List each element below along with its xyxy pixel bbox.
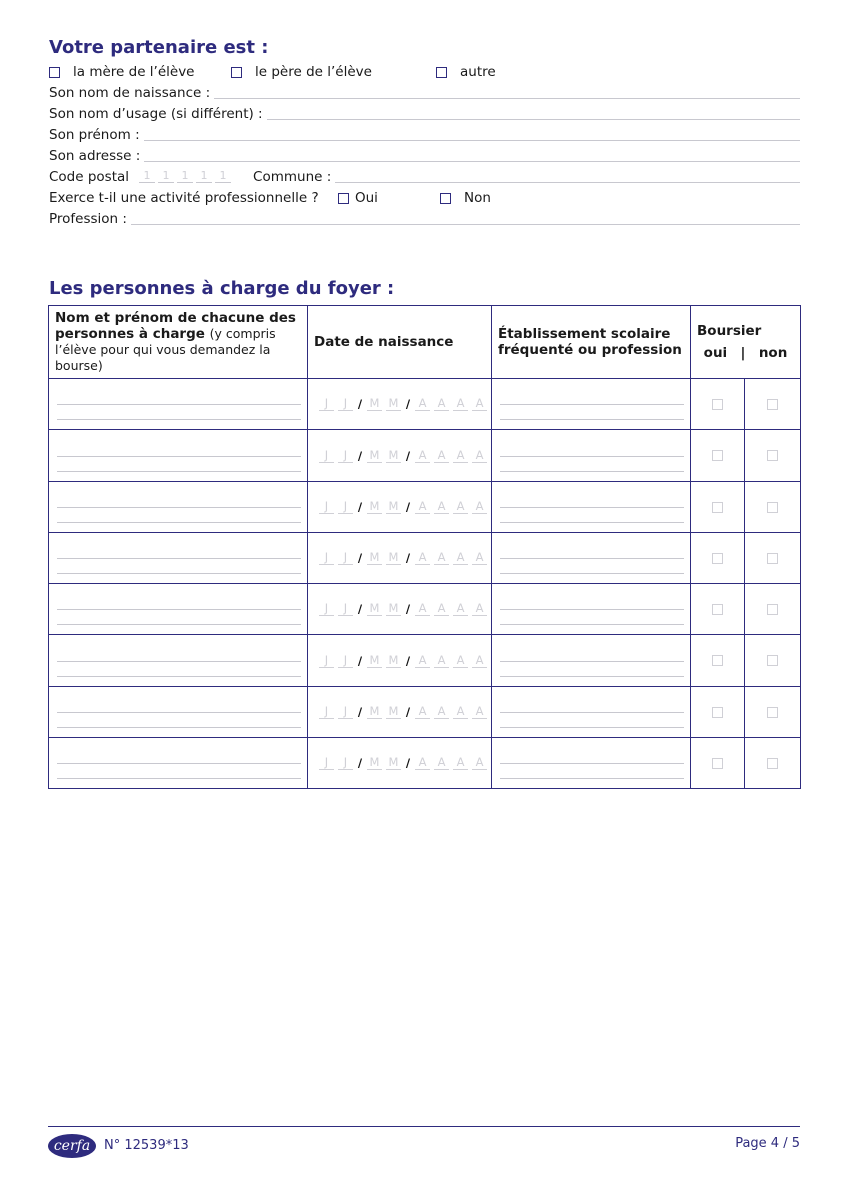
school-line[interactable] — [500, 593, 684, 610]
date-digit: A — [415, 500, 430, 514]
date-digit: J — [338, 602, 353, 616]
name-cell[interactable] — [49, 533, 308, 584]
birth-date-field[interactable] — [308, 756, 491, 770]
birth-date-cell[interactable] — [308, 584, 492, 635]
birth-date-cell[interactable] — [308, 635, 492, 687]
date-digit: J — [338, 397, 353, 411]
scholarship-no-checkbox[interactable] — [767, 399, 778, 410]
date-digit: M — [386, 602, 401, 616]
date-digit: M — [367, 705, 382, 719]
name-line[interactable] — [57, 645, 301, 662]
date-digit: J — [319, 654, 334, 668]
date-digit: A — [453, 705, 468, 719]
address-label: Son adresse : — [49, 148, 141, 164]
mother-checkbox[interactable] — [49, 67, 60, 78]
name-line[interactable] — [57, 764, 301, 779]
scholarship-no-checkbox[interactable] — [767, 758, 778, 769]
header-scholarship — [691, 306, 801, 379]
birth-name-field[interactable] — [214, 86, 800, 99]
scholarship-no-cell[interactable] — [745, 379, 801, 430]
birth-date-cell[interactable] — [308, 430, 492, 482]
scholarship-yes-cell[interactable] — [691, 430, 745, 482]
name-line[interactable] — [57, 491, 301, 508]
birth-date-field[interactable] — [308, 654, 491, 668]
profession-label: Profession : — [49, 211, 127, 227]
date-separator: / — [405, 653, 411, 668]
scholarship-yes-cell[interactable] — [691, 533, 745, 584]
date-digit: A — [453, 756, 468, 770]
name-cell[interactable] — [49, 635, 308, 687]
school-line[interactable] — [500, 559, 684, 574]
date-digit: A — [472, 397, 487, 411]
date-digit: M — [367, 500, 382, 514]
date-digit: M — [386, 397, 401, 411]
commune-field[interactable] — [335, 170, 800, 183]
activity-row — [49, 187, 800, 207]
table-row — [49, 379, 801, 430]
date-digit: A — [472, 602, 487, 616]
date-separator: / — [357, 448, 363, 463]
name-cell[interactable] — [49, 482, 308, 533]
name-line[interactable] — [57, 696, 301, 713]
header-birth-date: Date de naissance — [308, 306, 492, 379]
header-scholarship-no: non — [758, 345, 788, 361]
postal-code-field[interactable] — [139, 169, 231, 183]
name-line[interactable] — [57, 405, 301, 420]
scholarship-yes-checkbox[interactable] — [712, 707, 723, 718]
date-digit: A — [453, 654, 468, 668]
scholarship-yes-cell[interactable] — [691, 482, 745, 533]
date-digit: A — [434, 654, 449, 668]
date-digit: A — [434, 397, 449, 411]
activity-yes-checkbox[interactable] — [338, 193, 349, 204]
scholarship-yes-checkbox[interactable] — [712, 553, 723, 564]
date-digit: M — [386, 500, 401, 514]
date-digit: J — [338, 756, 353, 770]
usage-name-label: Son nom d’usage (si différent) : — [49, 106, 263, 122]
first-name-field[interactable] — [144, 128, 800, 141]
scholarship-no-checkbox[interactable] — [767, 707, 778, 718]
name-cell[interactable] — [49, 738, 308, 789]
date-digit: A — [434, 551, 449, 565]
activity-no-checkbox[interactable] — [440, 193, 451, 204]
school-cell[interactable] — [492, 379, 691, 430]
school-line[interactable] — [500, 440, 684, 457]
address-row — [49, 145, 800, 165]
name-line[interactable] — [57, 508, 301, 523]
scholarship-no-checkbox[interactable] — [767, 502, 778, 513]
school-line[interactable] — [500, 405, 684, 420]
scholarship-yes-cell[interactable] — [691, 635, 745, 687]
postal-digit: 1 — [215, 169, 231, 183]
date-digit: A — [434, 756, 449, 770]
scholarship-yes-cell[interactable] — [691, 687, 745, 738]
date-digit: J — [338, 500, 353, 514]
date-separator: / — [405, 705, 411, 719]
activity-no[interactable] — [440, 190, 491, 206]
father-checkbox[interactable] — [231, 67, 242, 78]
date-digit: A — [415, 551, 430, 565]
scholarship-yes-cell[interactable] — [691, 379, 745, 430]
date-digit: A — [472, 705, 487, 719]
school-line[interactable] — [500, 696, 684, 713]
date-separator: / — [357, 602, 363, 616]
activity-yes-label: Oui — [355, 190, 378, 206]
school-cell[interactable] — [492, 687, 691, 738]
table-row — [49, 687, 801, 738]
school-cell[interactable] — [492, 482, 691, 533]
table-row — [49, 635, 801, 687]
school-line[interactable] — [500, 645, 684, 662]
date-digit: A — [415, 705, 430, 719]
birth-date-field[interactable] — [308, 397, 491, 411]
partner-section-title: Votre partenaire est : — [49, 37, 269, 58]
date-digit: M — [367, 551, 382, 565]
birth-name-row — [49, 82, 800, 102]
commune-label: Commune : — [253, 169, 332, 185]
option-mother-label: la mère de l’élève — [73, 64, 195, 80]
scholarship-yes-checkbox[interactable] — [712, 399, 723, 410]
postal-code-label: Code postal — [49, 169, 130, 185]
date-digit: M — [367, 756, 382, 770]
name-line[interactable] — [57, 713, 301, 728]
first-name-label: Son prénom : — [49, 127, 140, 143]
school-line[interactable] — [500, 491, 684, 508]
date-separator: / — [357, 500, 363, 514]
cerfa-logo: cerfa — [48, 1134, 96, 1158]
school-line[interactable] — [500, 457, 684, 472]
option-other[interactable] — [436, 64, 496, 80]
date-digit: A — [434, 602, 449, 616]
date-digit: A — [453, 551, 468, 565]
school-line[interactable] — [500, 713, 684, 728]
form-number: N° 12539*13 — [104, 1138, 189, 1153]
date-digit: M — [367, 397, 382, 411]
scholarship-no-checkbox[interactable] — [767, 655, 778, 666]
school-line[interactable] — [500, 610, 684, 625]
name-line[interactable] — [57, 559, 301, 574]
name-line[interactable] — [57, 440, 301, 457]
date-separator: / — [405, 448, 411, 463]
date-separator: / — [405, 397, 411, 411]
school-line[interactable] — [500, 747, 684, 764]
date-digit: A — [453, 449, 468, 463]
dependents-table — [48, 305, 801, 789]
scholarship-yes-checkbox[interactable] — [712, 758, 723, 769]
school-cell[interactable] — [492, 584, 691, 635]
date-digit: M — [367, 449, 382, 463]
name-line[interactable] — [57, 662, 301, 677]
profession-row — [49, 208, 800, 228]
school-cell[interactable] — [492, 635, 691, 687]
scholarship-yes-checkbox[interactable] — [712, 450, 723, 461]
usage-name-field[interactable] — [267, 107, 800, 120]
date-separator: / — [405, 602, 411, 616]
option-mother[interactable] — [49, 64, 195, 80]
option-father-label: le père de l’élève — [255, 64, 372, 80]
date-separator: / — [357, 551, 363, 565]
name-line[interactable] — [57, 593, 301, 610]
table-row — [49, 533, 801, 584]
scholarship-no-cell[interactable] — [745, 687, 801, 738]
date-digit: A — [472, 551, 487, 565]
scholarship-yes-checkbox[interactable] — [712, 502, 723, 513]
date-digit: A — [434, 705, 449, 719]
date-separator: / — [357, 397, 363, 411]
activity-yes[interactable] — [338, 190, 378, 206]
school-line[interactable] — [500, 662, 684, 677]
name-line[interactable] — [57, 610, 301, 625]
header-scholarship-label: Boursier — [697, 323, 762, 339]
birth-date-cell[interactable] — [308, 533, 492, 584]
date-separator: / — [405, 500, 411, 514]
date-digit: A — [415, 756, 430, 770]
date-digit: J — [338, 449, 353, 463]
scholarship-yes-checkbox[interactable] — [712, 604, 723, 615]
dependents-section-title: Les personnes à charge du foyer : — [49, 278, 395, 299]
date-digit: J — [338, 551, 353, 565]
profession-field[interactable] — [131, 212, 800, 225]
first-name-row — [49, 124, 800, 144]
postal-digit: 1 — [196, 169, 212, 183]
date-digit: A — [472, 449, 487, 463]
date-digit: A — [415, 397, 430, 411]
postal-digit: 1 — [158, 169, 174, 183]
school-line[interactable] — [500, 764, 684, 779]
header-scholarship-sep: | — [740, 345, 746, 361]
header-school: Établissement scolaire fréquenté ou profession — [492, 306, 691, 379]
date-digit: A — [453, 397, 468, 411]
date-digit: J — [338, 705, 353, 719]
table-row — [49, 738, 801, 789]
scholarship-no-cell[interactable] — [745, 584, 801, 635]
scholarship-no-cell[interactable] — [745, 533, 801, 584]
scholarship-no-checkbox[interactable] — [767, 604, 778, 615]
birth-date-cell[interactable] — [308, 379, 492, 430]
name-line[interactable] — [57, 457, 301, 472]
option-father[interactable] — [231, 64, 372, 80]
name-line[interactable] — [57, 542, 301, 559]
page-number: Page 4 / 5 — [735, 1136, 800, 1151]
school-cell[interactable] — [492, 738, 691, 789]
scholarship-no-cell[interactable] — [745, 430, 801, 482]
table-row — [49, 430, 801, 482]
birth-date-field[interactable] — [308, 449, 491, 463]
date-digit: A — [472, 500, 487, 514]
scholarship-no-cell[interactable] — [745, 635, 801, 687]
scholarship-no-cell[interactable] — [745, 738, 801, 789]
date-digit: M — [386, 551, 401, 565]
date-digit: M — [386, 705, 401, 719]
date-digit: A — [415, 602, 430, 616]
name-cell[interactable] — [49, 430, 308, 482]
table-row — [49, 482, 801, 533]
date-digit: J — [319, 705, 334, 719]
postal-digit: 1 — [139, 169, 155, 183]
option-other-label: autre — [460, 64, 496, 80]
date-digit: J — [338, 654, 353, 668]
birth-date-cell[interactable] — [308, 738, 492, 789]
school-line[interactable] — [500, 542, 684, 559]
usage-name-row — [49, 103, 800, 123]
school-line[interactable] — [500, 508, 684, 523]
header-scholarship-yes: oui — [703, 345, 728, 361]
date-digit: M — [386, 449, 401, 463]
date-separator: / — [405, 756, 411, 770]
date-digit: A — [434, 500, 449, 514]
date-digit: J — [319, 756, 334, 770]
date-digit: M — [386, 654, 401, 668]
scholarship-yes-cell[interactable] — [691, 738, 745, 789]
birth-name-label: Son nom de naissance : — [49, 85, 211, 101]
name-cell[interactable] — [49, 584, 308, 635]
date-digit: A — [415, 449, 430, 463]
birth-date-field[interactable] — [308, 602, 491, 616]
date-separator: / — [357, 653, 363, 668]
date-digit: A — [453, 500, 468, 514]
activity-question: Exerce t-il une activité professionnelle ? — [49, 190, 319, 206]
name-cell[interactable] — [49, 687, 308, 738]
header-name-note: (y compris l’élève pour qui vous demandez la bourse) — [55, 326, 276, 373]
scholarship-no-cell[interactable] — [745, 482, 801, 533]
date-digit: A — [472, 756, 487, 770]
name-line[interactable] — [57, 388, 301, 405]
footer-divider — [48, 1126, 800, 1127]
date-digit: J — [319, 500, 334, 514]
date-digit: J — [319, 602, 334, 616]
birth-date-field[interactable] — [308, 705, 491, 719]
date-digit: M — [367, 602, 382, 616]
postal-row — [49, 166, 800, 186]
activity-no-label: Non — [464, 190, 491, 206]
date-separator: / — [357, 705, 363, 719]
school-cell[interactable] — [492, 533, 691, 584]
address-field[interactable] — [144, 149, 800, 162]
school-line[interactable] — [500, 388, 684, 405]
date-digit: J — [319, 397, 334, 411]
birth-date-field[interactable] — [308, 551, 491, 565]
date-digit: J — [319, 551, 334, 565]
date-separator: / — [405, 551, 411, 565]
date-digit: M — [386, 756, 401, 770]
date-digit: A — [472, 654, 487, 668]
other-checkbox[interactable] — [436, 67, 447, 78]
table-row — [49, 584, 801, 635]
date-separator: / — [357, 756, 363, 770]
name-cell[interactable] — [49, 379, 308, 430]
scholarship-yes-checkbox[interactable] — [712, 655, 723, 666]
scholarship-no-checkbox[interactable] — [767, 553, 778, 564]
date-digit: J — [319, 449, 334, 463]
postal-digit: 1 — [177, 169, 193, 183]
birth-date-cell[interactable] — [308, 687, 492, 738]
table-header-row — [49, 306, 801, 379]
school-cell[interactable] — [492, 430, 691, 482]
name-line[interactable] — [57, 747, 301, 764]
header-name-bold: Nom et prénom de chacune des personnes à charge — [55, 310, 296, 342]
date-digit: A — [434, 449, 449, 463]
birth-date-field[interactable] — [308, 500, 491, 514]
scholarship-yes-cell[interactable] — [691, 584, 745, 635]
date-digit: A — [453, 602, 468, 616]
header-name — [49, 306, 308, 379]
scholarship-no-checkbox[interactable] — [767, 450, 778, 461]
birth-date-cell[interactable] — [308, 482, 492, 533]
date-digit: A — [415, 654, 430, 668]
date-digit: M — [367, 654, 382, 668]
